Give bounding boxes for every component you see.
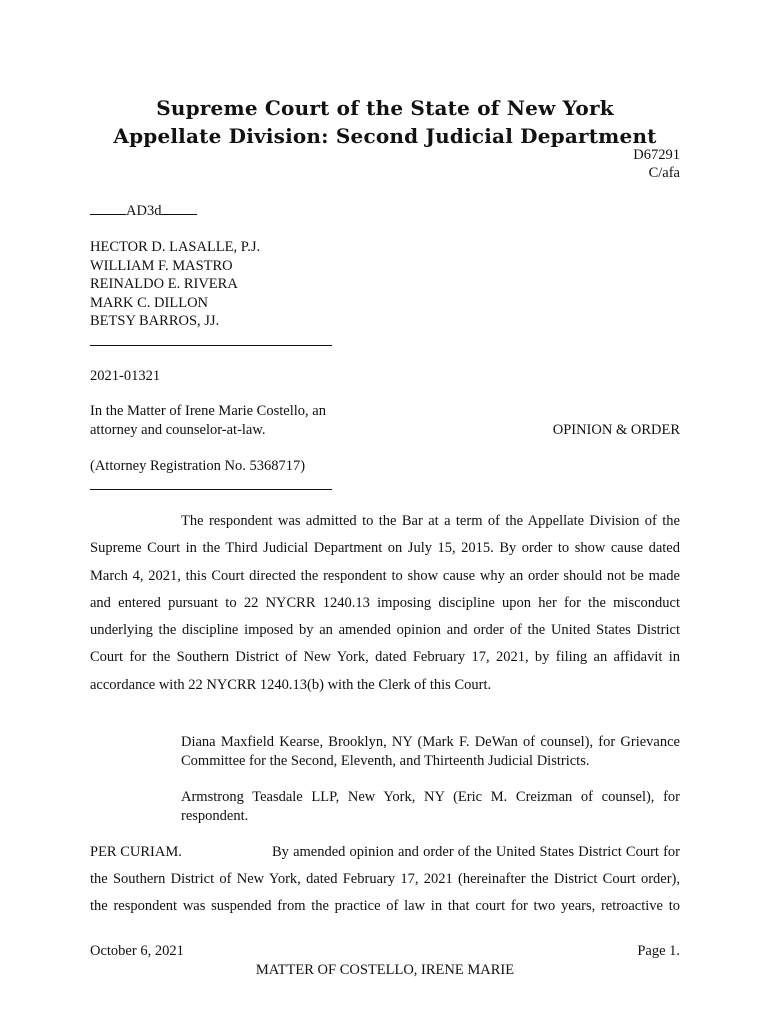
docket-subcode: C/afa: [648, 165, 680, 181]
document-type: OPINION & ORDER: [552, 422, 680, 438]
docket-code: D67291: [633, 147, 680, 163]
citation-blank: [161, 213, 197, 215]
paragraph-line: the respondent was suspended from the practice of law in that court for two years, retroactive to: [90, 898, 680, 914]
paragraph-line: underlying the discipline imposed by an amended opinion and order of the United States District: [90, 622, 680, 639]
paragraph-line: By amended opinion and order of the United States District Court for: [272, 844, 680, 860]
court-division: Appellate Division: Second Judicial Department: [113, 124, 657, 148]
justice-name: MARK C. DILLON: [90, 294, 209, 311]
paragraph-line: The respondent was admitted to the Bar at a term of the Appellate Division of the: [181, 513, 680, 529]
justice-name: REINALDO E. RIVERA: [90, 276, 238, 292]
justice-name: WILLIAM F. MASTRO: [90, 257, 233, 274]
justice-name: BETSY BARROS, JJ.: [90, 313, 220, 329]
index-number: 2021-01321: [90, 368, 161, 384]
counsel-petitioner: [181, 733, 680, 770]
opinion-paragraph: [90, 508, 680, 699]
court-name: Supreme Court of the State of New York: [156, 96, 614, 120]
case-title-line: attorney and counselor-at-law.: [90, 422, 266, 438]
counsel-line: Diana Maxfield Kearse, Brooklyn, NY (Mark F. DeWan of counsel), for Grievance: [181, 734, 680, 750]
attorney-registration: (Attorney Registration No. 5368717): [90, 458, 306, 474]
citation-line: [90, 203, 197, 220]
per-curiam-label: PER CURIAM.: [90, 844, 182, 860]
footer-date: October 6, 2021: [90, 943, 184, 959]
footer-caption: MATTER OF COSTELLO, IRENE MARIE: [255, 962, 515, 978]
divider-rule: [90, 345, 332, 346]
bench-list: [90, 238, 260, 331]
counsel-line: Committee for the Second, Eleventh, and Thirteenth Judicial Districts.: [181, 752, 590, 769]
counsel-line: Armstrong Teasdale LLP, New York, NY (Eric M. Creizman of counsel), for: [181, 789, 680, 805]
paragraph-line: Supreme Court in the Third Judicial Department on July 15, 2015. By order to show cause dated: [90, 540, 680, 557]
citation-label: AD3d: [126, 203, 162, 219]
case-title-line: In the Matter of Irene Marie Costello, an: [90, 403, 326, 419]
citation-blank: [90, 213, 126, 215]
footer-page-number: Page 1.: [637, 943, 680, 959]
paragraph-line: March 4, 2021, this Court directed the respondent to show cause why an order should not be made: [90, 567, 680, 584]
paragraph-line: and entered pursuant to 22 NYCRR 1240.13 imposing discipline upon her for the misconduct: [90, 594, 680, 611]
counsel-respondent: [181, 788, 680, 825]
paragraph-line: accordance with 22 NYCRR 1240.13(b) with the Clerk of this Court.: [90, 676, 492, 693]
justice-name: HECTOR D. LASALLE, P.J.: [90, 239, 261, 255]
counsel-line: respondent.: [181, 807, 249, 824]
divider-rule: [90, 489, 332, 490]
paragraph-line: the Southern District of New York, dated February 17, 2021 (hereinafter the District Court order),: [90, 871, 680, 887]
paragraph-line: Court for the Southern District of New York, dated February 17, 2021, by filing an affidavit in: [90, 649, 680, 666]
